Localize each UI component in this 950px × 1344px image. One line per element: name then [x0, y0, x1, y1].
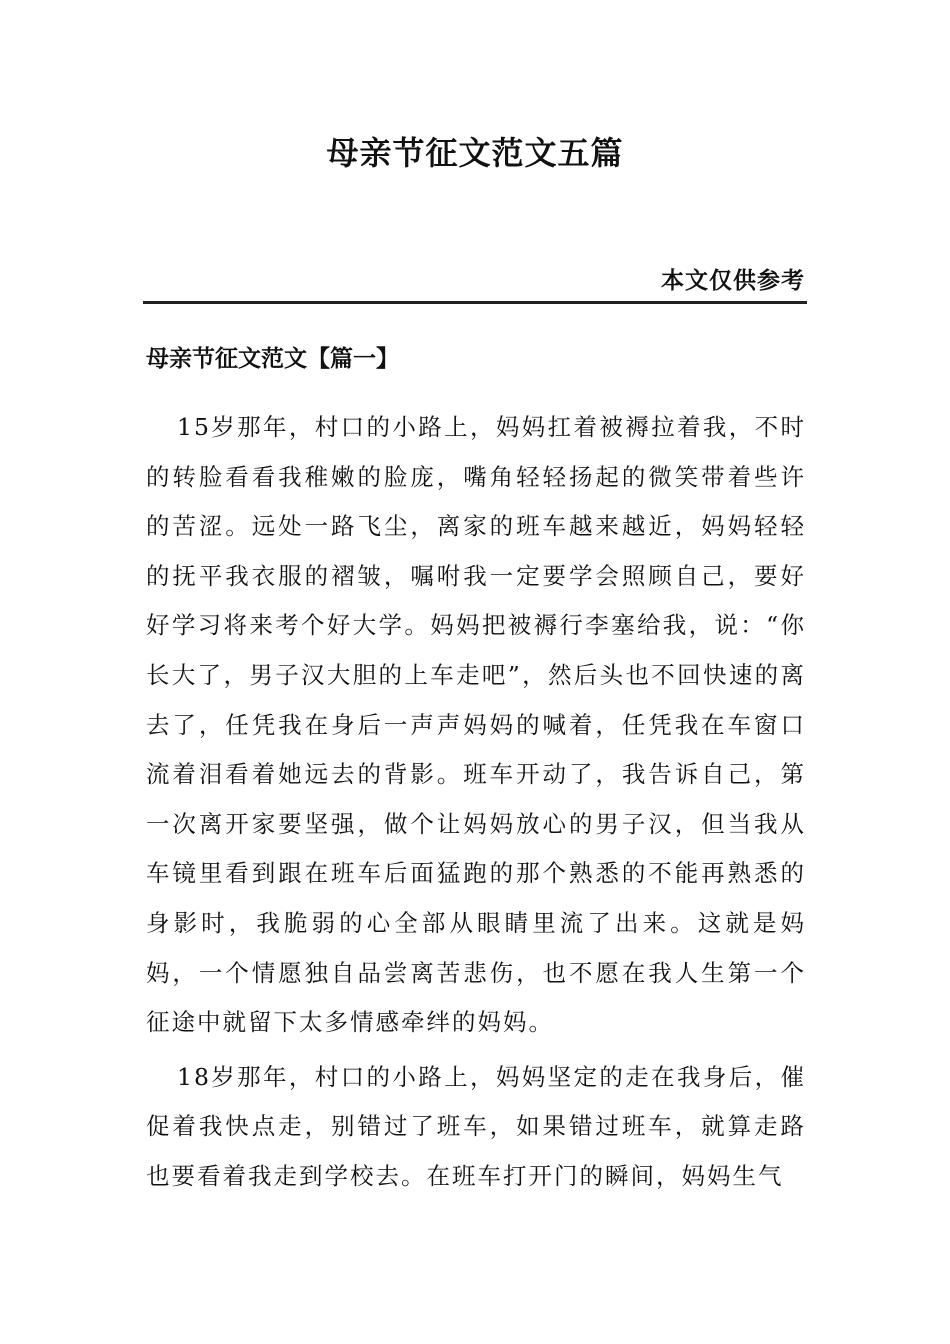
- document-title: 母亲节征文范文五篇: [326, 134, 624, 172]
- paragraph: 18岁那年，村口的小路上，妈妈坚定的走在我身后，催促着我快点走，别错过了班车，如果错过班车，就算走路也要看着我走到学校去。在班车打开门的瞬间，妈妈生气: [146, 1062, 806, 1190]
- article-body: [146, 403, 806, 1207]
- paragraph: 15岁那年，村口的小路上，妈妈扛着被褥拉着我，不时的转脸看看我稚嫩的脸庞，嘴角轻轻扬起的微笑带着些许的苦涩。远处一路飞尘，离家的班车越来越近，妈妈轻轻的抚平我衣服的褶皱，嘱咐我一定要学会照顾自己，要好好学习将来考个好大学。妈妈把被褥行李塞给我，说：“你长大了，男子汉大胆的上车走吧”，然后头也不回快速的离去了，任凭我在身后一声声妈妈的喊着，任凭我在车窗口流着泪看着她远去的背影。班车开动了，我告诉自己，第一次离开家要坚强，做个让妈妈放心的男子汉，但当我从车镜里看到跟在班车后面猛跑的那个熟悉的不能再熟悉的身影时，我脆弱的心全部从眼睛里流了出来。这就是妈妈，一个情愿独自品尝离苦悲伤，也不愿在我人生第一个征途中就留下太多情感牵绊的妈妈。: [146, 413, 806, 1037]
- header-divider: [143, 301, 807, 304]
- section-heading: 母亲节征文范文【篇一】: [146, 345, 399, 372]
- disclaimer-text: 本文仅供参考: [661, 267, 805, 294]
